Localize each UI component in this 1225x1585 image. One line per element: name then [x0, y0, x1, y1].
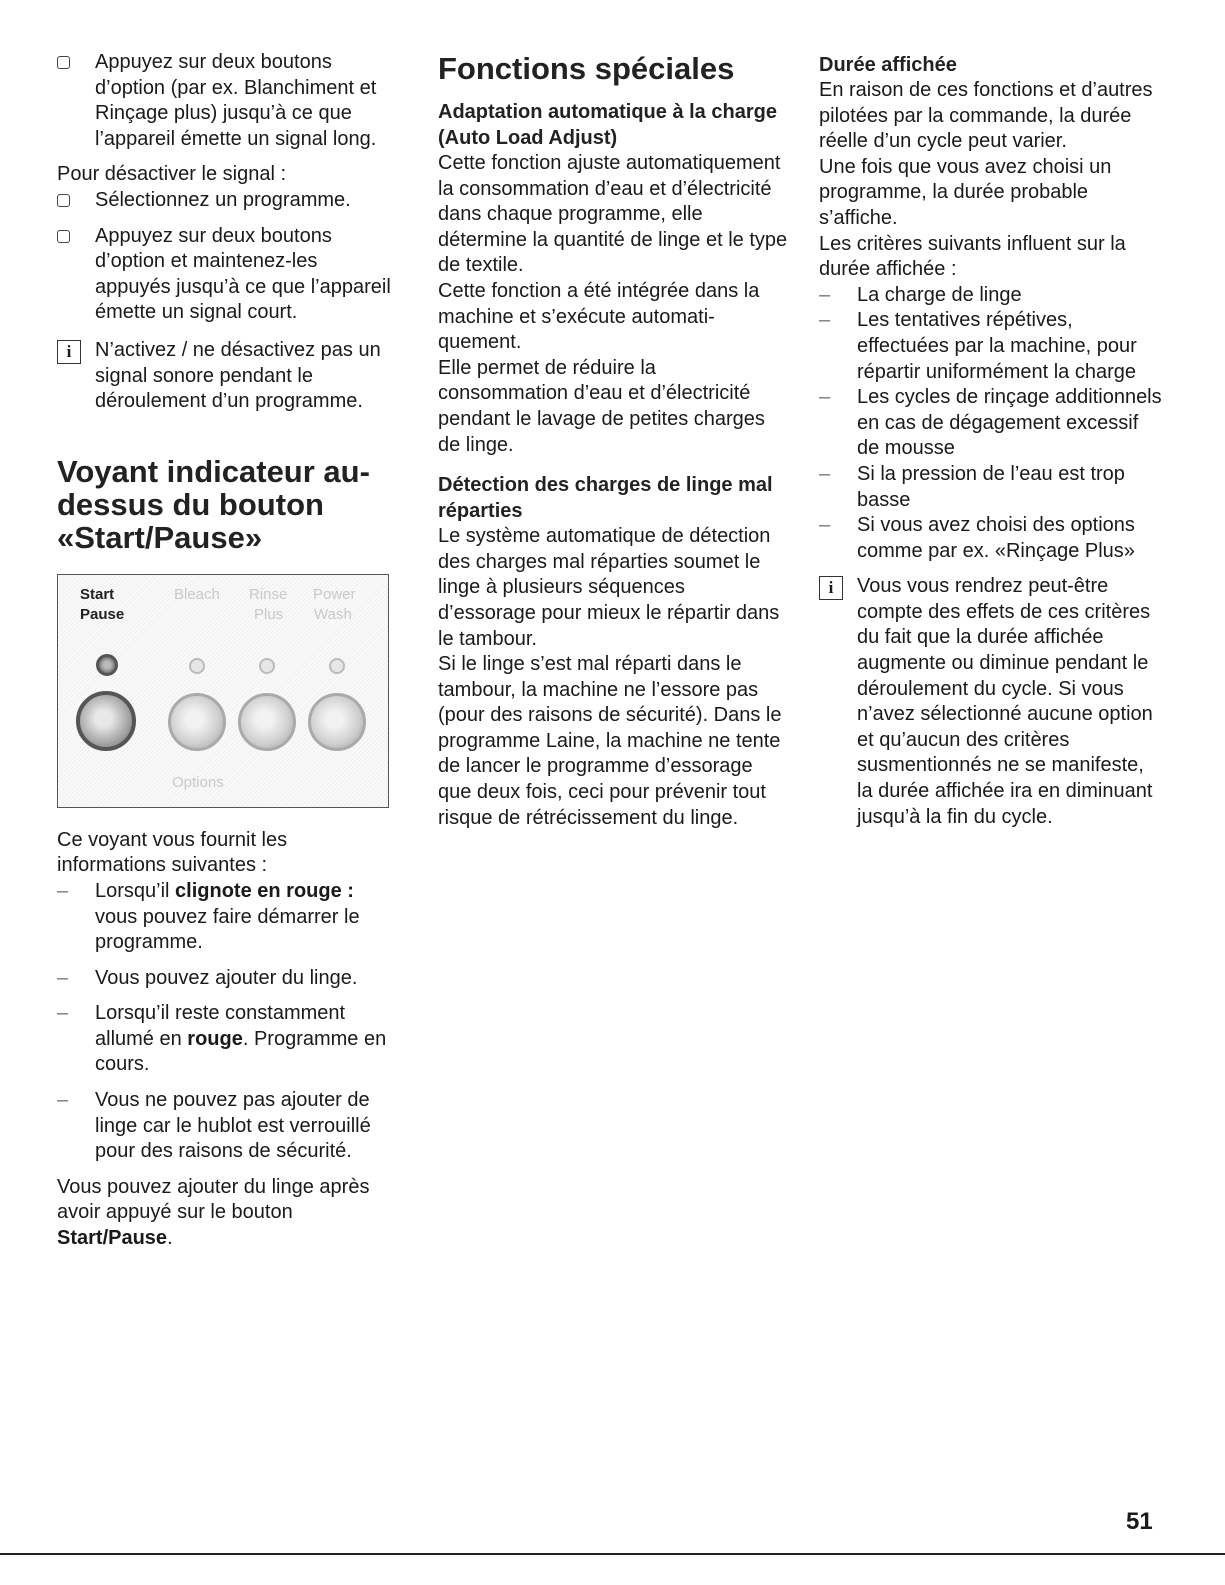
- bleach-led: [189, 658, 205, 674]
- dash-bullet: –: [819, 283, 831, 306]
- item-text: Si la pression de l’eau est trop basse: [857, 462, 1125, 511]
- dash-bullet: –: [57, 1002, 69, 1025]
- column-right: [819, 50, 1164, 830]
- rinse-plus-button: [238, 693, 296, 751]
- item-text: Sélectionnez un programme.: [95, 188, 351, 211]
- paragraph: Ce voyant vous fournit les informations suivantes :: [57, 828, 288, 877]
- item-text: Vous pouvez ajouter du linge.: [95, 966, 358, 989]
- control-panel-illustration: [57, 574, 389, 808]
- item-text: Les tentatives répétives, effectuées par la machine, pour répartir uniformément la charge: [857, 309, 1137, 383]
- item-text: Appuyez sur deux boutons d’option et maintenez-les appuyés jusqu’à ce que l’appareil émette un signal court.: [95, 224, 391, 324]
- column-middle: [438, 50, 788, 831]
- dash-item: [57, 879, 397, 956]
- info-note: [819, 574, 1164, 830]
- item-text: La charge de linge: [857, 283, 1022, 306]
- paragraph: Cette fonction ajuste automatiquement la consommation d’eau et d’électricité dans chaque programme, elle détermine la quantité de linge et le type de textile.: [438, 152, 788, 277]
- info-icon: i: [57, 340, 81, 364]
- paragraph: Les critères suivants influent sur la durée affichée :: [819, 232, 1126, 281]
- checkbox-square-icon: [57, 56, 70, 69]
- panel-label-start: Start: [80, 585, 115, 603]
- panel-label-wash: Wash: [314, 605, 352, 623]
- section-heading: Fonctions spéciales: [438, 51, 735, 86]
- paragraph: En raison de ces fonctions et d’autres pilotées par la commande, la durée réelle d’un cycle peut varier.: [819, 79, 1153, 153]
- column-left: [57, 50, 397, 1252]
- text-run: Lorsqu’il reste constamment allumé en: [95, 1002, 346, 1050]
- checkbox-square-icon: [57, 230, 70, 243]
- emphasis-text: clignote en rouge :: [175, 879, 354, 902]
- dash-item: [819, 385, 1164, 462]
- info-note: [57, 338, 397, 415]
- start-led-indicator: [96, 654, 118, 676]
- emphasis-text: Start/Pause: [57, 1227, 168, 1250]
- panel-label-rinse: Rinse: [249, 585, 288, 603]
- paragraph: Une fois que vous avez choisi un programme, la durée probable s’affiche.: [819, 155, 1112, 229]
- emphasis-text: rouge: [187, 1027, 243, 1050]
- dash-bullet: –: [57, 879, 69, 902]
- text-run: .: [167, 1227, 173, 1250]
- rinse-plus-led: [259, 658, 275, 674]
- item-text: Les cycles de rinçage additionnels en cas de dégagement excessif de mousse: [857, 386, 1162, 460]
- start-pause-button: [76, 691, 136, 751]
- subsection-heading: Adaptation automatique à la charge (Auto Load Adjust): [438, 101, 777, 149]
- panel-label-power: Power: [313, 585, 356, 603]
- item-text: Appuyez sur deux boutons d’option (par ex. Blanchiment et Rinçage plus) jusqu’à ce que l’appareil émette un signal long.: [95, 51, 377, 150]
- text-run: vous pouvez faire démarrer le programme.: [95, 905, 360, 954]
- dash-item: [819, 462, 1164, 513]
- item-text: Si vous avez choisi des options comme par ex. «Rinçage Plus»: [857, 514, 1135, 562]
- text-run: . Programme en cours.: [95, 1027, 387, 1076]
- text-run: Vous pouvez ajouter du linge après avoir appuyé sur le bouton: [57, 1175, 370, 1224]
- power-wash-led: [329, 658, 345, 674]
- dash-item: [57, 1088, 397, 1165]
- panel-label-bleach: Bleach: [174, 585, 220, 603]
- page-number: 51: [1126, 1508, 1153, 1535]
- paragraph: Pour désactiver le signal :: [57, 163, 287, 186]
- dash-item: [57, 1001, 397, 1078]
- panel-label-pause: Pause: [80, 605, 125, 623]
- dash-item: [819, 308, 1164, 385]
- power-wash-button: [308, 693, 366, 751]
- dash-item: [819, 283, 1164, 309]
- checkbox-item: [57, 50, 397, 152]
- dash-item: [57, 966, 397, 992]
- panel-label-options: Options: [172, 773, 224, 791]
- bottom-rule: [0, 1553, 1225, 1555]
- note-text: N’activez / ne désactivez pas un signal sonore pendant le déroulement d’un programme.: [95, 338, 381, 413]
- dash-bullet: –: [57, 1089, 69, 1112]
- paragraph: Si le linge s’est mal réparti dans le tambour, la machine ne l’essore pas (pour des raisons de sécurité). Dans le programme Laine, la machine ne tente de lancer le programme d’essorage que deux fois, ceci pour prévenir tout risque de rétrécissement du linge.: [438, 653, 782, 829]
- section-heading: Voyant indicateur au-dessus du bouton «Start/Pause»: [57, 453, 370, 555]
- item-text: Vous ne pouvez pas ajouter de linge car le hublot est verrouillé pour des raisons de sécurité.: [95, 1089, 371, 1163]
- paragraph: [57, 1175, 397, 1252]
- dash-bullet: –: [819, 462, 831, 485]
- note-text: Vous vous rendrez peut-être compte des effets de ces critères du fait que la durée affichée augmente ou diminue pendant le déroulement du cycle. Si vous n’avez sélectionné aucune option et qu’aucun des critères susmentionnés ne se manifeste, la durée affichée ira en diminuant jusqu’à la fin du cycle.: [857, 575, 1153, 828]
- panel-label-plus: Plus: [254, 605, 284, 623]
- subsection-heading: Durée affichée: [819, 54, 957, 76]
- paragraph: Le système automatique de détection des charges mal réparties soumet le linge à plusieurs séquences d’essorage pour mieux le répartir dans le tambour.: [438, 525, 780, 650]
- dash-bullet: –: [819, 309, 831, 332]
- info-icon: i: [819, 576, 843, 600]
- subsection-heading: Détection des charges de linge mal réparties: [438, 474, 773, 523]
- paragraph: Cette fonction a été intégrée dans la machine et s’exécute automati- quement.: [438, 279, 760, 354]
- dash-bullet: –: [819, 514, 831, 537]
- dash-item: [819, 513, 1164, 564]
- checkbox-square-icon: [57, 194, 70, 207]
- dash-bullet: –: [819, 386, 831, 409]
- paragraph: Elle permet de réduire la consommation d’eau et d’électricité pendant le lavage de petites charges de linge.: [438, 356, 765, 456]
- text-run: Lorsqu’il: [95, 879, 176, 902]
- checkbox-item: [57, 224, 397, 326]
- checkbox-item: [57, 188, 397, 214]
- bleach-button: [168, 693, 226, 751]
- dash-bullet: –: [57, 966, 69, 989]
